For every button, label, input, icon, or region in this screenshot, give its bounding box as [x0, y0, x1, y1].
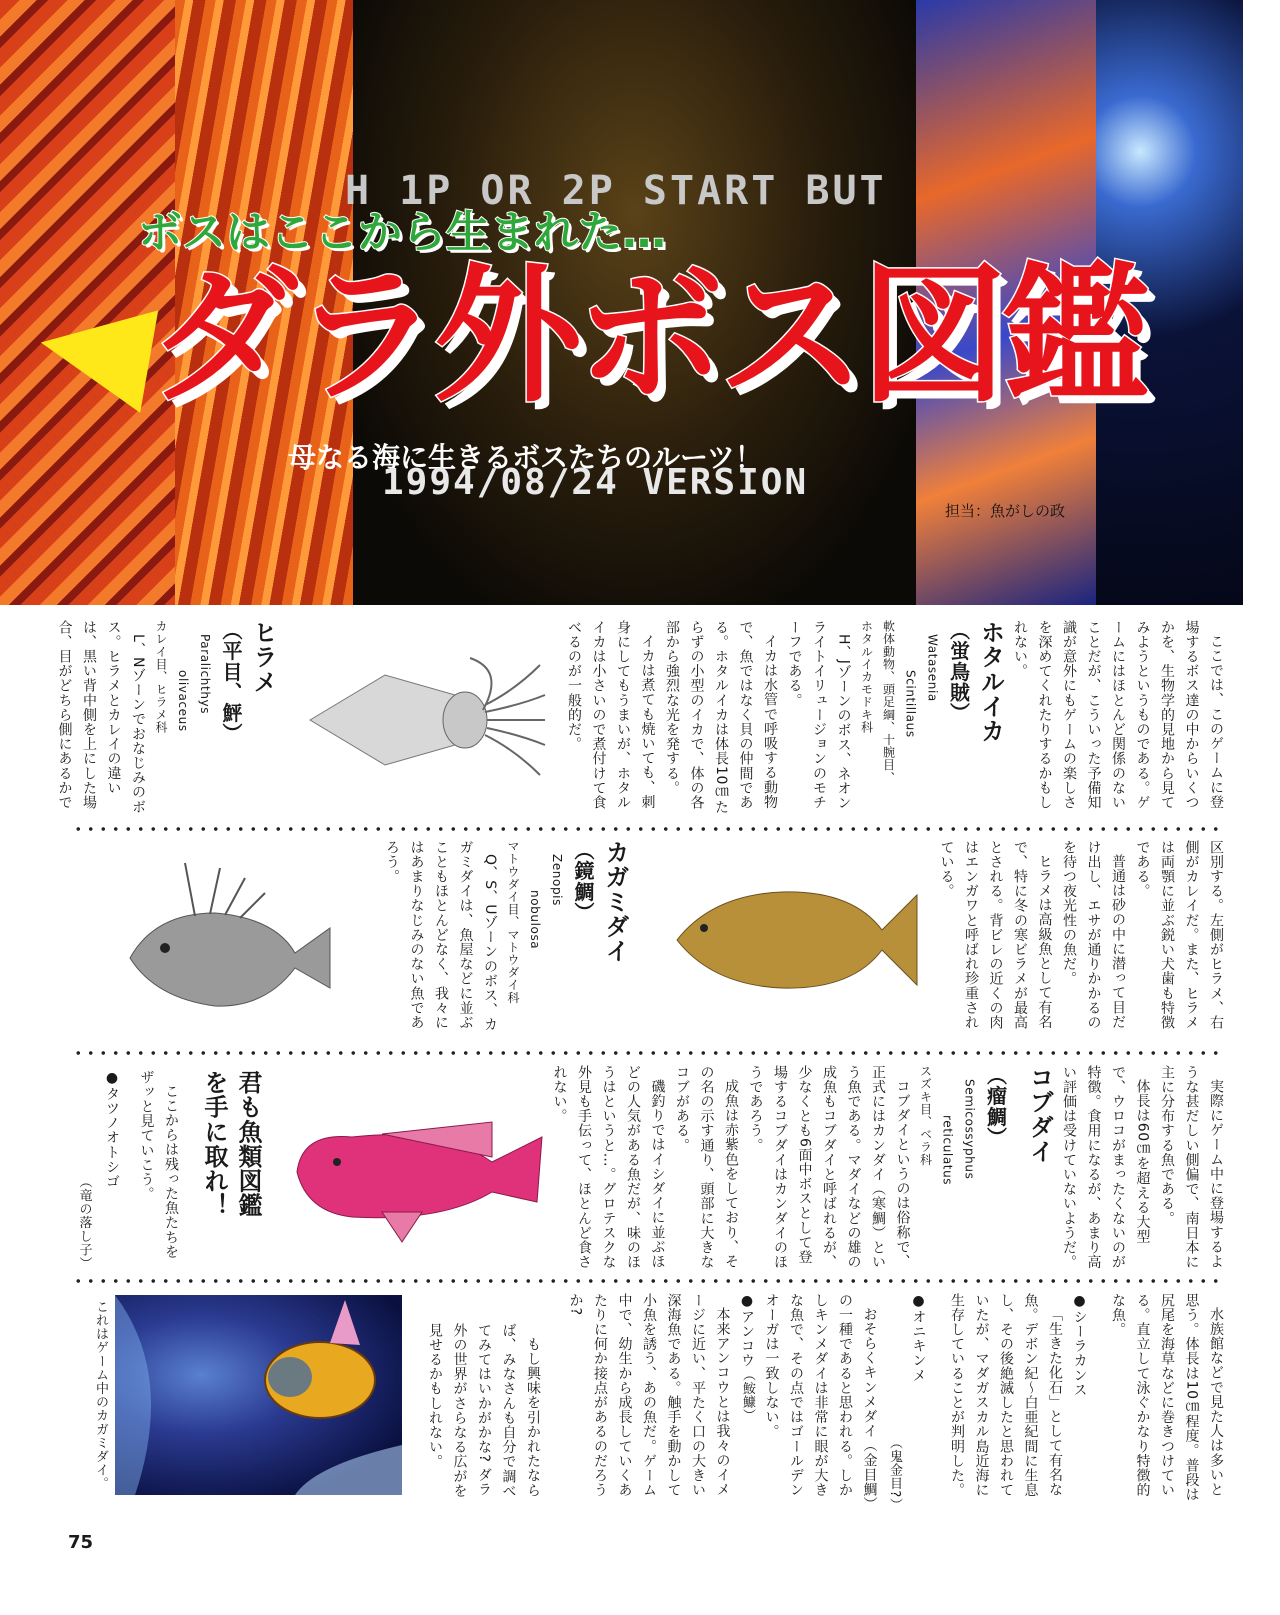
ankou-body: 本来アンコウとは我々のイメージに近い、平たく口の大きい深海魚である。触手を動かして小魚を誘う、あの魚だ。ゲーム中で、幼生から成長していくあたりに何か接点があるのだろうか?	[567, 1293, 731, 1498]
kobudai-body-1: コブダイというのは俗称で、正式にはカンダイ（寒鯛）という魚である。マダイなどの雄の成魚もコブダイと呼ばれるが、少なくとも6面中ボスとして登場するコブダイはカンダイのほうであろう。	[747, 1065, 911, 1270]
kagamidai-body-1: Q、S、Uゾーンのボス、カガミダイは、魚屋などに並ぶこともほとんどなく、我々にはあまりなじみのない魚であろう。	[384, 840, 498, 1032]
kagamidai-taxonomy: マトウダイ目、マトウダイ科	[506, 840, 520, 1004]
dotted-divider	[72, 1279, 1222, 1283]
hirame-section	[56, 620, 280, 820]
kagamidai-genus: Zenopis	[550, 854, 564, 906]
screenshot-caption: これはゲーム中のカガミダイ。	[93, 1300, 108, 1491]
boss-sprite-illustration	[115, 1295, 402, 1495]
hotaruika-title	[974, 620, 1008, 820]
onikinme-body: おそらくキンメダイ（金目鯛）の一種であると思われる。しかしキンメダイは非常に眼が大きな魚で、その点ではゴールデンオーガは一致しない。	[763, 1293, 878, 1505]
hotaruika-body-1: H、Jゾーンのボス、ネオンライトイリュージョンのモチーフである。	[786, 620, 852, 811]
hotaruika-name: ホタルイカ	[976, 620, 1005, 743]
kobudai-species: reticulatus	[940, 1115, 955, 1186]
others-lead: ここからは残った魚たちをザッと見ていこう。	[138, 1070, 179, 1260]
others-entries	[408, 1293, 1228, 1511]
hotaruika-body-2: イカは水管で呼吸する動物で、魚ではなく貝の仲間である。ホタルイカは体長10㎝たらずの小型のイカで、体の各部から強烈な光を発する。	[664, 620, 778, 815]
kagamidai-section	[384, 840, 632, 1040]
kagamidai-body-3: 体長は60㎝を超える大型で、ウロコがまったくないのが特徴。食用になるが、あまり高い評価は受けていないようだ。	[1061, 1065, 1151, 1270]
tatsunootoshigo-kanji: （竜の落し子）	[76, 1174, 92, 1270]
header-collage	[0, 0, 1243, 605]
kagamidai-species: nobulosa	[528, 890, 542, 950]
ankou-kanji: （鮟鱇）	[740, 1368, 755, 1423]
closing-text: もし興味を引かれたならば、みなさんも自分で調べてみてはいかがかな? ダラ外の世界がさらなる広がを見せるかもしれない。	[427, 1323, 541, 1499]
tatsunootoshigo-name: ●タツノオトシゴ	[104, 1070, 120, 1189]
page-number: 75	[68, 1532, 94, 1553]
hirame-continued	[938, 840, 1228, 1040]
ankou-name: ●アンコウ	[739, 1293, 755, 1368]
tatsunootoshigo-body: 水族館などで見た人は多いと思う。体長は10㎝程度。普段は尻尾を海草などに巻きつけている。直立して泳ぐかなり特徴的な魚。	[1110, 1293, 1224, 1502]
kagamidai-name: カガミダイ	[601, 840, 629, 963]
john-dory-illustration	[125, 858, 335, 1028]
others-intro	[76, 1070, 265, 1270]
dotted-divider	[72, 1051, 1222, 1055]
page-title: ダラ外ボス図鑑	[150, 250, 1144, 422]
intro-text: ここでは、このゲームに登場するボス達の中からいくつかを、生物学的見地から見てみようというものである。ゲームにはほとんど関係のないことだが、こういった予備知識が意外にもゲームの楽しさを深めてくれたりするかもしれない。	[1012, 620, 1224, 810]
kobudai-body-3: 磯釣りではイシダイに並ぶほどの人気がある魚だが、味のほうはというと…。グロテスクな外見も手伝って、ほとんど食されない。	[551, 1065, 666, 1270]
kobudai-body-2: 成魚は赤紫色をしており、その名の示す通り、頭部に大きなコブがある。	[674, 1065, 739, 1270]
coelacanth-name: ●シーラカンス	[1071, 1293, 1088, 1398]
game-screenshot-kagamidai	[115, 1295, 402, 1495]
hotaruika-species: Scintillaus	[903, 670, 918, 738]
kobudai-kanji: （瘤鯛）	[983, 1065, 1008, 1148]
dotted-divider	[72, 827, 1222, 831]
hirame-body-3: 普通は砂の中に潜って目だけ出し、エサが通りかかるのを待つ夜光性の魚だ。	[1061, 840, 1126, 1030]
coelacanth-body: 「生きた化石」として有名な魚。デボン紀〜白亜紀間に生息し、その後絶滅したと思われていたが、マダガスカル島近海に生存していることが判明した。	[949, 1293, 1063, 1498]
yellow-megaphone-icon	[32, 291, 158, 413]
hirame-kanji: （平目、鮃）	[219, 620, 243, 744]
kobudai-genus: Semicossyphus	[962, 1079, 977, 1180]
kobudai-taxonomy: スズキ目、ベラ科	[918, 1065, 933, 1166]
hirame-name: ヒラメ	[249, 620, 277, 694]
flounder-illustration	[672, 870, 922, 1005]
author-credit: 担当：魚がしの政	[945, 502, 1066, 520]
hotaruika-family: ホタルイカモドキ科	[859, 620, 874, 734]
hirame-taxonomy: カレイ目、ヒラメ科	[154, 620, 168, 734]
subtitle: ボスはここから生まれた…	[138, 207, 666, 258]
tagline: 母なる海に生きるボスたちのルーツ！	[288, 441, 763, 474]
others-heading-1: 君も魚類図鑑	[234, 1070, 262, 1218]
squid-illustration	[305, 650, 550, 785]
intro-and-hotaruika	[566, 620, 1228, 820]
kagamidai-continued-and-kobudai	[551, 1065, 1228, 1270]
hotaruika-genus: Watasenia	[925, 634, 940, 702]
hotaruika-taxonomy: 軟体動物、頭足綱、十腕目、	[881, 620, 896, 784]
hirame-body-4: ヒラメは高級魚として有名で、特に冬の寒ビラメが最高とされる。背ビレの近くの肉はエンガワと呼ばれ珍重されている。	[938, 840, 1053, 1030]
version-text: 1994/08/24 VERSION	[382, 462, 809, 503]
hirame-species: olivaceus	[176, 670, 190, 732]
kobudai-illustration	[292, 1112, 550, 1247]
kagamidai-body-2: 実際にゲーム中に登場するような甚だしい側偏で、南日本に主に分布する魚である。	[1159, 1065, 1224, 1270]
ankou-header	[735, 1293, 760, 1511]
onikinme-name: ●オニキンメ	[910, 1293, 927, 1383]
hotaruika-body-3: イカは煮ても焼いても、刺身にしてもうまいが、ホタルイカは小さいので煮付けて食べるのが一般的だ。	[566, 620, 656, 810]
game-start-text: H 1P OR 2P START BUT	[345, 168, 887, 214]
hirame-body-2: 区別する。左側がヒラメ、右側がカレイだ。また、ヒラメは両顎に並ぶ鋭い犬歯も特徴である。	[1134, 840, 1224, 1030]
hirame-genus: Paralichthys	[198, 634, 212, 715]
hirame-body-1: L、Nゾーンでおなじみのボス。ヒラメとカレイの違いは、黒い背中側を上にした場合、目がどちら側にあるかで	[56, 620, 146, 815]
kobudai-name: コブダイ	[1025, 1065, 1054, 1164]
onikinme-kanji: （鬼金目?）	[887, 1435, 902, 1511]
kagamidai-kanji: （鏡鯛）	[571, 840, 595, 923]
others-heading-2: を手に取れ！	[200, 1070, 228, 1218]
hotaruika-kanji: （蛍鳥賊）	[946, 620, 971, 723]
